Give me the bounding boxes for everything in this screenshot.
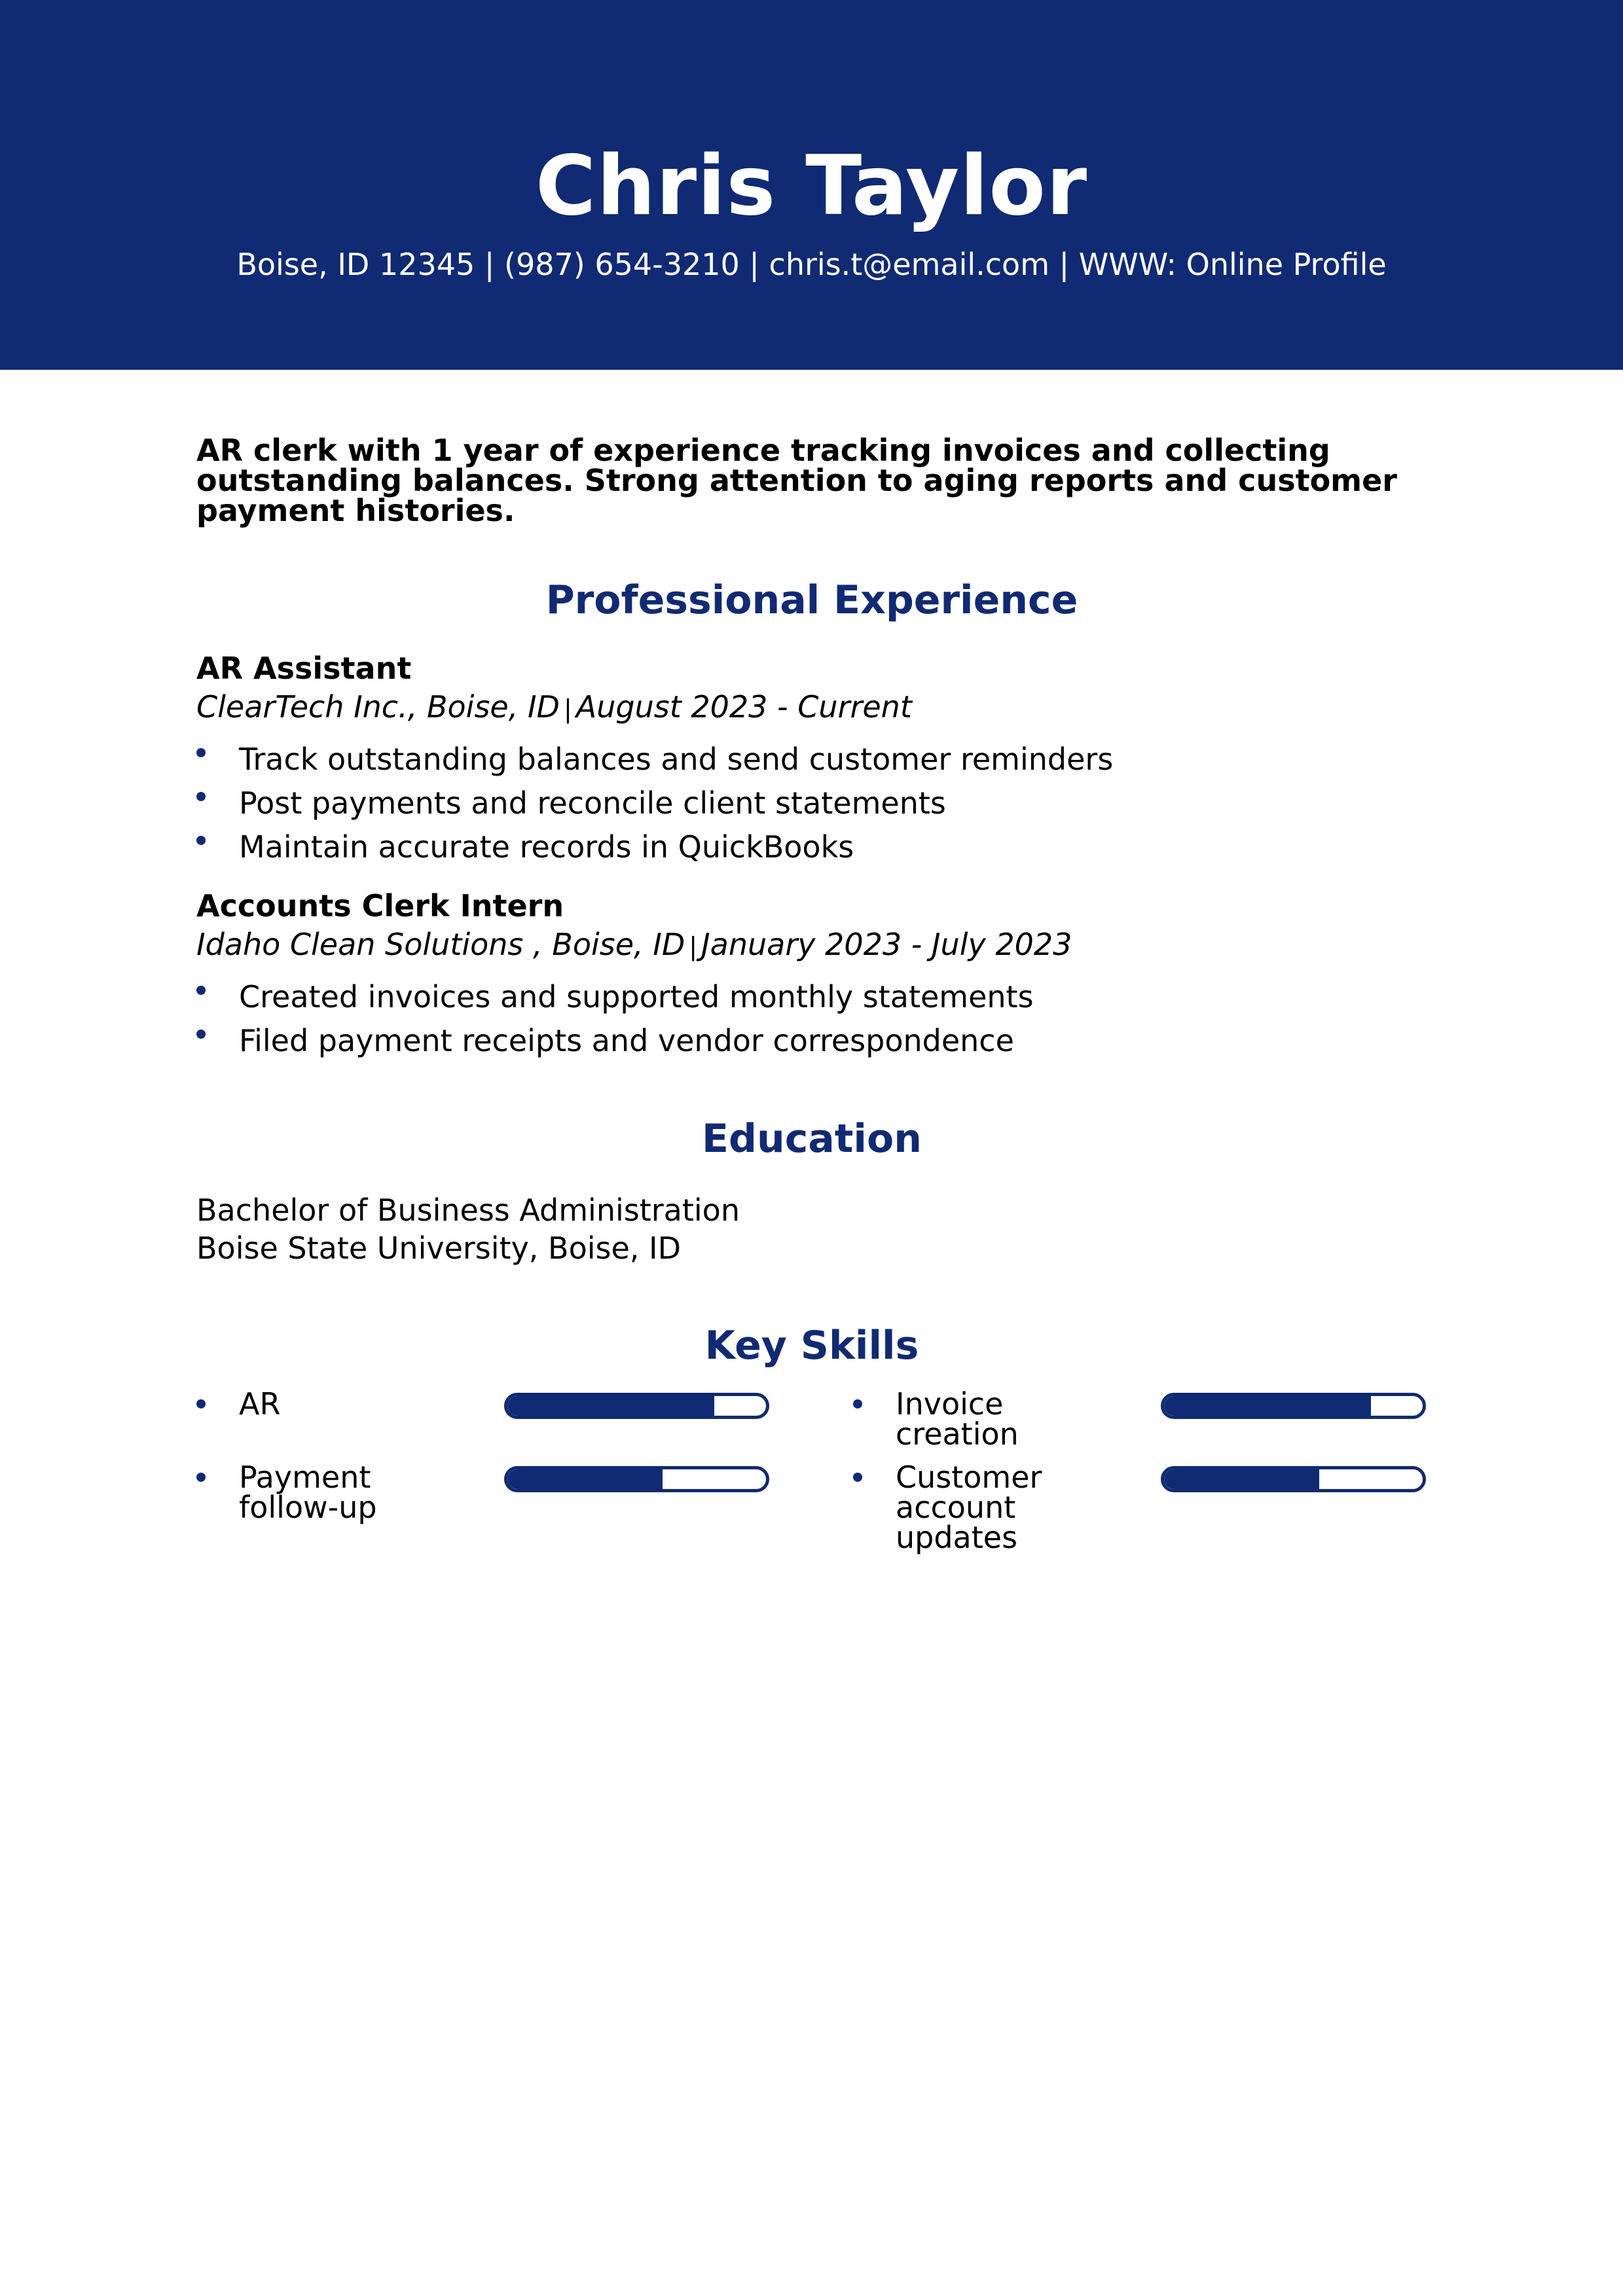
bullet-dot-icon bbox=[853, 1473, 862, 1482]
bullet-dot-icon bbox=[196, 1473, 206, 1482]
job-entry bbox=[196, 888, 1427, 1063]
bullet-dot-icon bbox=[196, 1030, 206, 1039]
school: Boise State University, Boise, ID bbox=[196, 1230, 682, 1266]
job-entry bbox=[196, 650, 1427, 869]
professional-summary: AR clerk with 1 year of experience tracking invoices and collecting outstanding balances. Strong attention to aging reports and customer payment histories. bbox=[196, 433, 1397, 528]
job-company: ClearTech Inc., Boise, ID bbox=[196, 689, 560, 725]
job-bullets bbox=[196, 738, 1427, 869]
resume-header bbox=[0, 0, 1623, 370]
job-company-dates bbox=[196, 689, 1427, 726]
degree: Bachelor of Business Administration bbox=[196, 1193, 740, 1228]
list-item bbox=[196, 825, 1427, 869]
candidate-name: Chris Taylor bbox=[535, 137, 1088, 234]
job-separator: | bbox=[563, 694, 572, 723]
education-heading: Education bbox=[702, 1116, 922, 1162]
contact-info: Boise, ID 12345 | (987) 654-3210 | chris.t@email.com | WWW: Online Profile bbox=[236, 247, 1387, 282]
skill-level-fill bbox=[507, 1469, 663, 1489]
skill-label: Customer account updates bbox=[896, 1460, 1042, 1555]
bullet-dot-icon bbox=[196, 792, 206, 801]
skill-level-fill bbox=[1164, 1396, 1371, 1416]
bullet-dot-icon bbox=[196, 986, 206, 995]
skills-heading: Key Skills bbox=[704, 1323, 919, 1369]
bullet-text: Track outstanding balances and send customer reminders bbox=[239, 742, 1114, 777]
skill-label: Payment follow-up bbox=[239, 1460, 377, 1525]
bullet-dot-icon bbox=[196, 1399, 206, 1408]
education-entry bbox=[196, 1191, 1427, 1267]
skill-level-fill bbox=[507, 1396, 714, 1416]
bullet-text: Filed payment receipts and vendor correspondence bbox=[239, 1023, 1014, 1058]
job-separator: | bbox=[689, 931, 698, 961]
job-title: Accounts Clerk Intern bbox=[196, 888, 564, 924]
bullet-text: Post payments and reconcile client statements bbox=[239, 785, 946, 821]
bullet-dot-icon bbox=[853, 1399, 862, 1408]
bullet-dot-icon bbox=[196, 836, 206, 845]
skill-level-bar bbox=[504, 1393, 769, 1419]
list-item bbox=[196, 738, 1427, 781]
list-item bbox=[196, 975, 1427, 1019]
skills-grid bbox=[196, 1386, 1427, 1585]
experience-heading: Professional Experience bbox=[545, 577, 1078, 623]
job-company-dates bbox=[196, 926, 1427, 964]
skill-label: AR bbox=[239, 1386, 281, 1422]
resume-body bbox=[196, 435, 1427, 1585]
bullet-text: Maintain accurate records in QuickBooks bbox=[239, 829, 854, 865]
list-item bbox=[196, 1019, 1427, 1063]
skill-level-bar bbox=[1161, 1393, 1426, 1419]
skill-level-fill bbox=[1164, 1469, 1319, 1489]
job-dates: January 2023 - July 2023 bbox=[701, 926, 1072, 962]
bullet-text: Created invoices and supported monthly statements bbox=[239, 979, 1034, 1014]
skill-level-bar bbox=[1161, 1466, 1426, 1492]
job-company: Idaho Clean Solutions , Boise, ID bbox=[196, 926, 685, 962]
skill-label: Invoice creation bbox=[896, 1386, 1019, 1452]
bullet-dot-icon bbox=[196, 748, 206, 757]
list-item bbox=[196, 781, 1427, 825]
job-bullets bbox=[196, 975, 1427, 1063]
skill-level-bar bbox=[504, 1466, 769, 1492]
job-dates: August 2023 - Current bbox=[575, 689, 912, 725]
job-title: AR Assistant bbox=[196, 651, 412, 686]
